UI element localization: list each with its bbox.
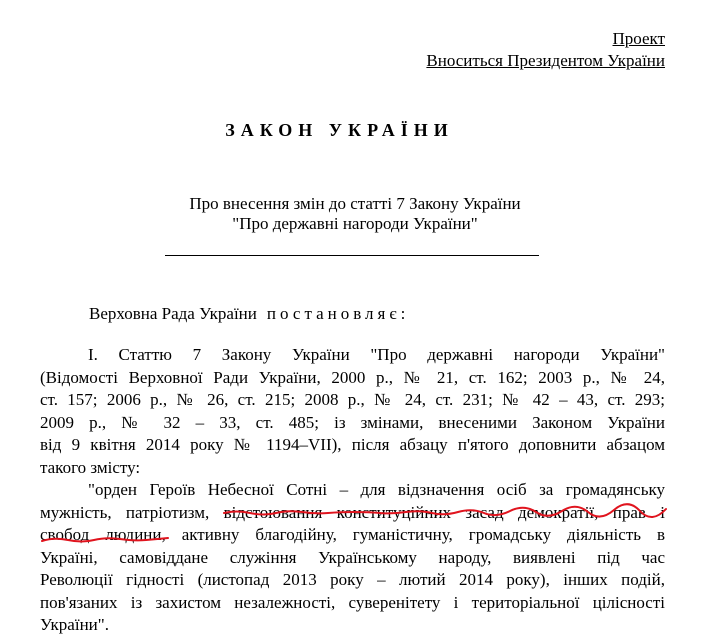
law-subtitle	[0, 194, 710, 234]
article-line: ст. 157; 2006 р., № 26, ст. 215; 2008 р., № 24, ст. 231; № 42 – 43, ст. 293;	[40, 390, 665, 409]
project-label: Проект	[612, 29, 665, 48]
article-line: І. Статтю 7 Закону України "Про державні нагороди України"	[88, 345, 665, 364]
article-line: 2009 р., № 32 – 33, ст. 485; із змінами, внесеними Законом України	[40, 412, 665, 432]
article-text	[40, 344, 665, 637]
article-line: свобод людини, активну благодійну, гуманістичну, громадську діяльність в	[40, 525, 665, 544]
law-title: ЗАКОН УКРАЇНИ	[225, 120, 454, 140]
submitted-by-label: Вноситься Президентом України	[426, 51, 665, 70]
subtitle-line-2: "Про державні нагороди України"	[232, 214, 478, 233]
article-line: (Відомості Верховної Ради України, 2000 р., № 21, ст. 162; 2003 р., № 24,	[40, 367, 665, 387]
article-line: від 9 квітня 2014 року № 1194–VII), після абзацу п'ятого доповнити абзацом	[40, 435, 665, 454]
title-divider	[165, 255, 539, 256]
article-line: такого змісту:	[40, 457, 141, 477]
header-block	[426, 28, 665, 72]
article-line: "орден Героїв Небесної Сотні – для відзначення осіб за громадянську	[88, 480, 665, 499]
article-line: пов'язаних із захистом незалежності, суверенітету і територіальної цілісності	[40, 592, 665, 612]
article-line: мужність, патріотизм, відстоювання конституційних засад демократії, прав і	[40, 502, 665, 522]
preamble-body: Верховна Рада України	[89, 304, 257, 323]
preamble	[89, 304, 409, 324]
article-line: Україні, самовіддане служіння Українському народу, виявлені під час	[40, 547, 665, 567]
article-line: Революції гідності (листопад 2013 року – лютий 2014 року), інших подій,	[40, 570, 665, 589]
article-line: України".	[40, 615, 109, 634]
subtitle-line-1: Про внесення змін до статті 7 Закону України	[189, 194, 521, 213]
preamble-verb: постановляє:	[266, 304, 410, 323]
